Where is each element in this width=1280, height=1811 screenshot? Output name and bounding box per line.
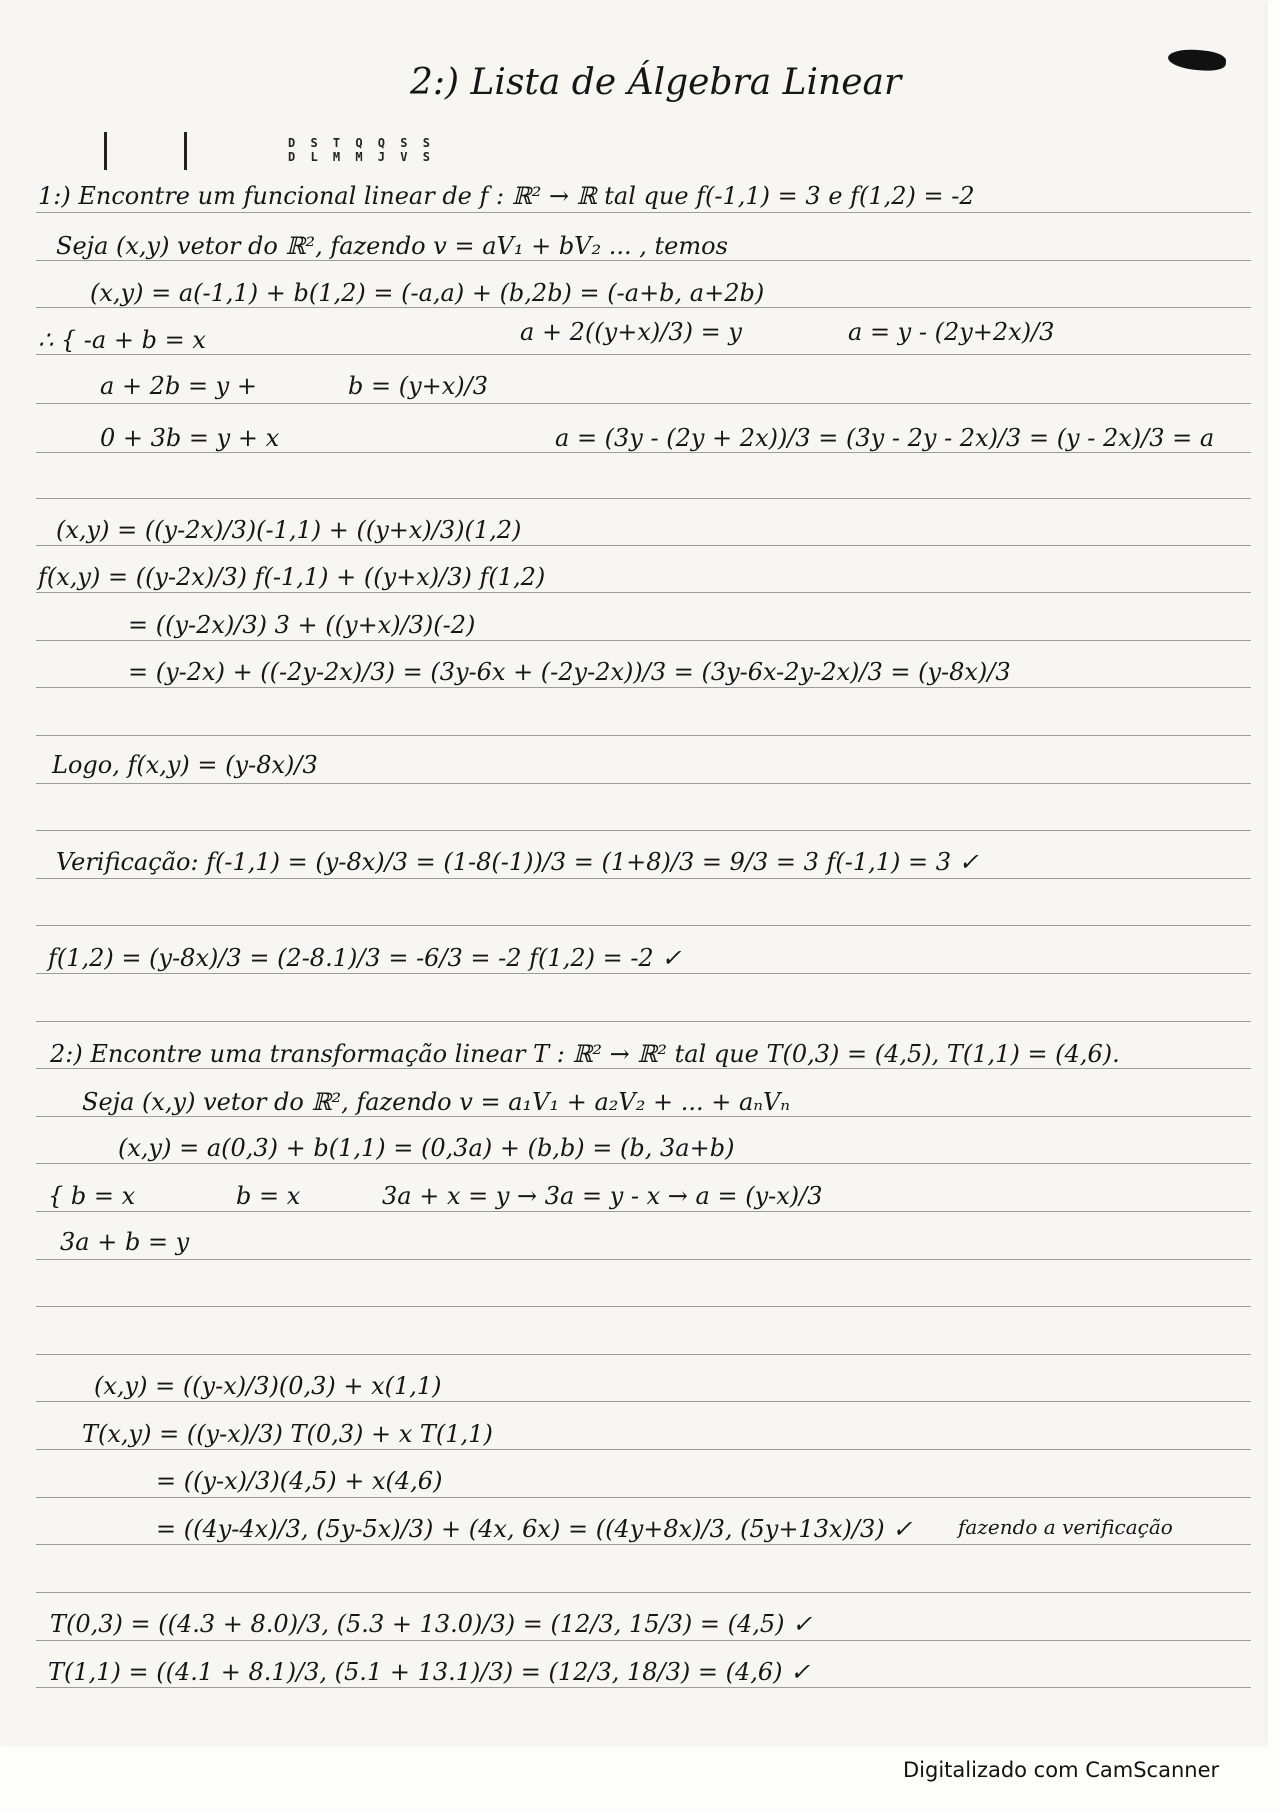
handwritten-line: Seja (x,y) vetor do ℝ², fazendo v = a₁V₁ + a₂V₂ + ... + aₙVₙ <box>82 1088 791 1116</box>
handwritten-line: = ((y-2x)/3) 3 + ((y+x)/3)(-2) <box>128 611 476 639</box>
ruled-line <box>36 1687 1251 1688</box>
ruled-line <box>36 1544 1251 1545</box>
result-line: Logo, f(x,y) = (y-8x)/3 <box>52 751 318 779</box>
verification-line: T(0,3) = ((4.3 + 8.0)/3, (5.3 + 13.0)/3) = (12/3, 15/3) = (4,5) ✓ <box>50 1610 813 1638</box>
ruled-line <box>36 1211 1251 1212</box>
handwritten-line: a + 2b = y + <box>100 372 257 400</box>
handwritten-line: T(x,y) = ((y-x)/3) T(0,3) + x T(1,1) <box>82 1420 493 1448</box>
ruled-line <box>36 640 1251 641</box>
ruled-line <box>36 1401 1251 1402</box>
ruled-line <box>36 783 1251 784</box>
handwritten-line: (x,y) = a(0,3) + b(1,1) = (0,3a) + (b,b) = (b, 3a+b) <box>118 1134 735 1162</box>
handwritten-line: (x,y) = a(-1,1) + b(1,2) = (-a,a) + (b,2b) = (-a+b, a+2b) <box>90 279 765 307</box>
ruled-line <box>36 1021 1251 1022</box>
verification-line: Verificação: f(-1,1) = (y-8x)/3 = (1-8(-1))/3 = (1+8)/3 = 9/3 = 3 f(-1,1) = 3 ✓ <box>56 848 979 876</box>
ruled-line <box>36 354 1251 355</box>
weekday-header <box>288 136 434 164</box>
ruled-line <box>36 1449 1251 1450</box>
weekday-second-letters: D L M M J V S <box>288 150 434 164</box>
page-title: 2:) Lista de Álgebra Linear <box>410 62 902 103</box>
ruled-line <box>36 592 1251 593</box>
handwritten-line: (x,y) = ((y-2x)/3)(-1,1) + ((y+x)/3)(1,2) <box>56 516 522 544</box>
ruled-line <box>36 1306 1251 1307</box>
ink-blot <box>1167 48 1226 72</box>
handwritten-line: (x,y) = ((y-x)/3)(0,3) + x(1,1) <box>94 1372 442 1400</box>
ruled-line <box>36 212 1251 213</box>
handwritten-line: = ((4y-4x)/3, (5y-5x)/3) + (4x, 6x) = ((4y+8x)/3, (5y+13x)/3) ✓ <box>156 1515 913 1543</box>
handwritten-line: f(x,y) = ((y-2x)/3) f(-1,1) + ((y+x)/3) f(1,2) <box>38 563 546 591</box>
margin-mark <box>184 132 187 170</box>
verification-line: T(1,1) = ((4.1 + 8.1)/3, (5.1 + 13.1)/3) = (12/3, 18/3) = (4,6) ✓ <box>48 1658 811 1686</box>
ruled-line <box>36 403 1251 404</box>
handwritten-line: a = y - (2y+2x)/3 <box>848 318 1055 346</box>
handwritten-line: Seja (x,y) vetor do ℝ², fazendo v = aV₁ + bV₂ ... , temos <box>56 232 728 260</box>
question-2-statement: 2:) Encontre uma transformação linear T : ℝ² → ℝ² tal que T(0,3) = (4,5), T(1,1) = (4,6). <box>50 1040 1120 1068</box>
ruled-line <box>36 687 1251 688</box>
ruled-line <box>36 452 1251 453</box>
ruled-line <box>36 878 1251 879</box>
ruled-line <box>36 1068 1251 1069</box>
ruled-line <box>36 1163 1251 1164</box>
weekday-initials: D S T Q Q S S <box>288 136 434 150</box>
verification-line: f(1,2) = (y-8x)/3 = (2-8.1)/3 = -6/3 = -2 f(1,2) = -2 ✓ <box>48 944 682 972</box>
handwritten-line: { b = x <box>48 1182 136 1210</box>
ruled-line <box>36 1354 1251 1355</box>
handwritten-line: 0 + 3b = y + x <box>100 424 280 452</box>
ruled-line <box>36 1116 1251 1117</box>
ruled-line <box>36 1592 1251 1593</box>
ruled-line <box>36 260 1251 261</box>
ruled-line <box>36 735 1251 736</box>
margin-mark <box>104 132 107 170</box>
ruled-line <box>36 498 1251 499</box>
handwritten-line: b = (y+x)/3 <box>348 372 489 400</box>
handwritten-line: 3a + b = y <box>60 1228 190 1256</box>
ruled-line <box>36 1497 1251 1498</box>
handwritten-line: = (y-2x) + ((-2y-2x)/3) = (3y-6x + (-2y-2x))/3 = (3y-6x-2y-2x)/3 = (y-8x)/3 <box>128 658 1011 686</box>
ruled-line <box>36 545 1251 546</box>
handwritten-note: fazendo a verificação <box>958 1515 1173 1539</box>
ruled-line <box>36 307 1251 308</box>
handwritten-line: b = x <box>236 1182 301 1210</box>
ruled-line <box>36 1259 1251 1260</box>
handwritten-line: 3a + x = y → 3a = y - x → a = (y-x)/3 <box>382 1182 823 1210</box>
handwritten-line: a = (3y - (2y + 2x))/3 = (3y - 2y - 2x)/3 = (y - 2x)/3 = a <box>555 424 1215 452</box>
ruled-line <box>36 925 1251 926</box>
ruled-line <box>36 973 1251 974</box>
handwritten-line: = ((y-x)/3)(4,5) + x(4,6) <box>156 1467 443 1495</box>
question-1-statement: 1:) Encontre um funcional linear de f : ℝ² → ℝ tal que f(-1,1) = 3 e f(1,2) = -2 <box>38 182 975 210</box>
scanner-watermark: Digitalizado com CamScanner <box>903 1758 1220 1782</box>
handwritten-line: ∴ { -a + b = x <box>38 326 206 354</box>
handwritten-line: a + 2((y+x)/3) = y <box>520 318 742 346</box>
ruled-line <box>36 1640 1251 1641</box>
ruled-line <box>36 830 1251 831</box>
